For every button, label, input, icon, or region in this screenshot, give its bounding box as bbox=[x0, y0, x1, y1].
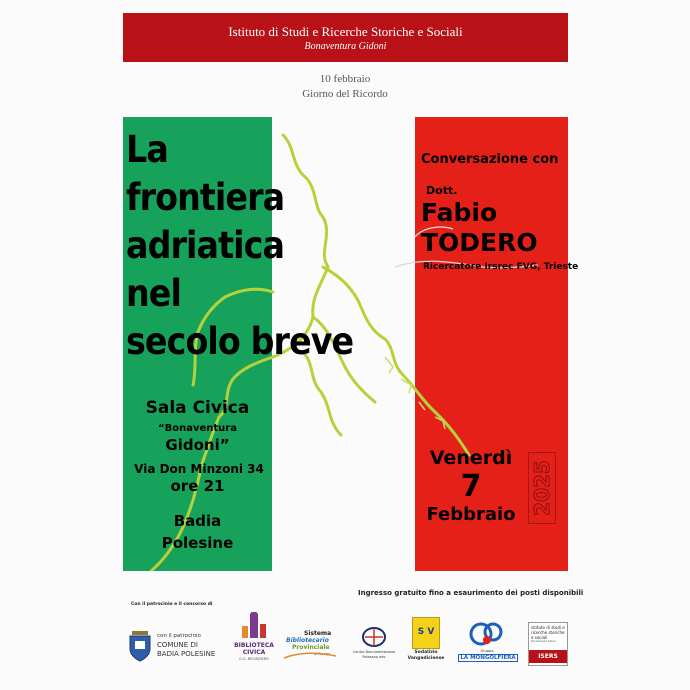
sodalizio-badge-text: S V bbox=[417, 627, 435, 637]
title-line: adriatica bbox=[126, 224, 285, 267]
sistema-line4: di Rovigo bbox=[314, 652, 331, 656]
title-line: frontiera bbox=[126, 176, 285, 219]
isers-line2: ricerche storiche bbox=[531, 630, 565, 635]
centro-line1: Centro Documentazione bbox=[352, 650, 396, 654]
comune-line1: con il patrocinio bbox=[157, 633, 201, 639]
date-line bbox=[0, 72, 690, 102]
speaker-role: Ricercatore Irsrec FVG, Trieste bbox=[423, 262, 579, 272]
institute-banner bbox=[123, 13, 568, 62]
city-line1: Badia bbox=[173, 512, 222, 530]
isers-logo bbox=[528, 622, 568, 666]
city-line2: Polesine bbox=[161, 534, 234, 552]
tower-icon bbox=[239, 612, 269, 640]
institute-name: Istituto di Studi e Ricerche Storiche e Sociali bbox=[228, 24, 463, 39]
title-line: nel bbox=[126, 272, 182, 315]
comune-logo bbox=[127, 628, 225, 664]
sistema-bibliotecario-logo bbox=[282, 630, 338, 660]
biblioteca-line2: CIVICA bbox=[242, 649, 266, 656]
commemoration-date: 10 febbraio bbox=[319, 73, 371, 85]
biblioteca-logo bbox=[234, 612, 274, 668]
balloon-icon bbox=[467, 620, 507, 650]
comune-line2: COMUNE DI bbox=[157, 641, 198, 649]
speaker-last-name: TODERO bbox=[421, 228, 538, 257]
centro-documentazione-logo bbox=[352, 626, 396, 662]
isers-line1: istituto di studi e bbox=[531, 625, 565, 630]
patronage-note: Con il patrocinio e il concorso di bbox=[131, 602, 213, 607]
sodalizio-badge bbox=[412, 617, 440, 649]
venue-name: Sala Civica bbox=[145, 398, 250, 418]
event-month: Febbraio bbox=[426, 504, 516, 525]
isers-line3: e sociali bbox=[531, 635, 548, 640]
institute-subtitle: Bonaventura Gidoni bbox=[304, 41, 387, 52]
sodalizio-logo bbox=[406, 617, 446, 665]
free-entry-note: Ingresso gratuito fino a esaurimento dei posti disponibili bbox=[358, 589, 584, 597]
venue-address: Via Don Minzoni 34 bbox=[134, 462, 264, 476]
sistema-line1: Sistema bbox=[304, 630, 332, 637]
title-line: La bbox=[126, 128, 168, 171]
speaker-first-name: Fabio bbox=[421, 198, 498, 227]
event-date bbox=[421, 446, 521, 526]
title-line: secolo breve bbox=[126, 320, 354, 363]
speaker-name bbox=[421, 198, 538, 258]
event-year: 2025 bbox=[530, 460, 554, 516]
speaker-title: Dott. bbox=[426, 184, 458, 197]
coat-of-arms-icon bbox=[127, 629, 153, 663]
mongolfiera-logo bbox=[458, 620, 516, 664]
biblioteca-line1: BIBLIOTECA bbox=[234, 642, 274, 649]
isers-tag: ISERS bbox=[529, 650, 567, 663]
event-weekday: Venerdì bbox=[429, 447, 513, 469]
sodalizio-line1: Sodalizio bbox=[414, 650, 438, 655]
mongolfiera-line2: LA MONGOLFIERA bbox=[458, 654, 518, 662]
event-day: 7 bbox=[460, 469, 482, 504]
swoosh-icon bbox=[282, 652, 338, 660]
sistema-line3: Provinciale bbox=[292, 644, 330, 651]
comune-line3: BADIA POLESINE bbox=[157, 650, 216, 658]
venue-quote-line1: “Bonaventura bbox=[158, 423, 237, 434]
commemoration-name: Giorno del Ricordo bbox=[302, 88, 388, 100]
centro-line2: Polesano odv bbox=[362, 655, 386, 659]
conversation-intro: Conversazione con bbox=[421, 152, 559, 167]
venue-quote-line2: Gidoni” bbox=[165, 436, 230, 454]
sistema-line2: Bibliotecario bbox=[286, 637, 329, 644]
sodalizio-line2: Vangadiciense bbox=[407, 656, 445, 661]
mongolfiera-line1: Gruppo bbox=[480, 649, 494, 653]
isers-line4: Bonaventura Gidoni bbox=[531, 640, 556, 643]
globe-emblem-icon bbox=[361, 626, 387, 648]
event-time: ore 21 bbox=[170, 477, 225, 495]
biblioteca-line3: G.G. BRONZIERO bbox=[239, 657, 269, 661]
event-year-box bbox=[528, 452, 556, 524]
event-title bbox=[126, 126, 353, 366]
